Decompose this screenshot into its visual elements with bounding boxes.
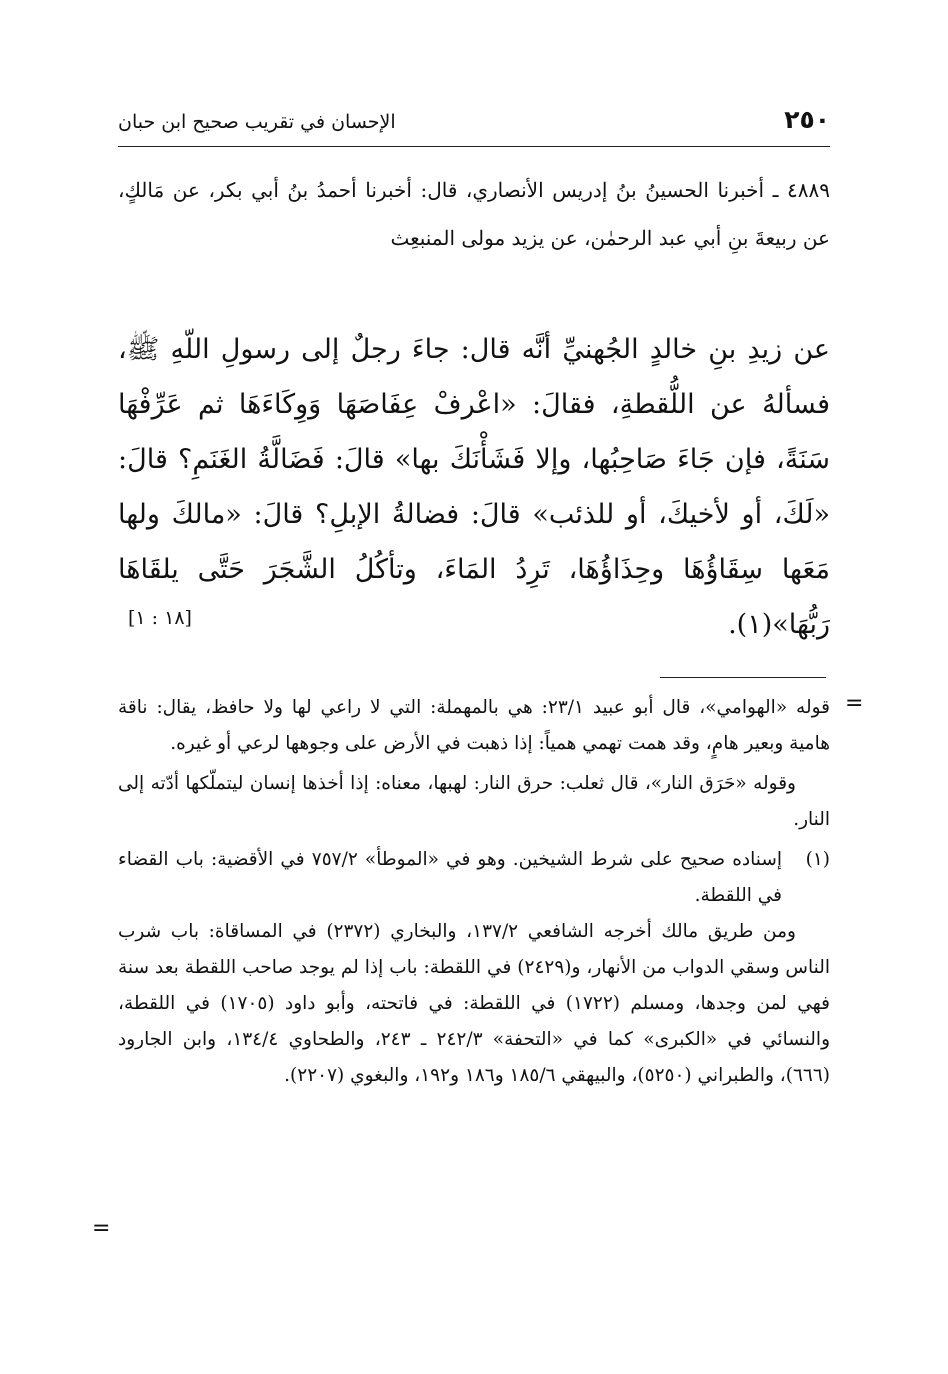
footnote-1-number: (١): [805, 849, 830, 870]
continuation-mark-top: =: [845, 691, 864, 716]
footnote-1-text: إسناده صحيح على شرط الشيخين. وهو في «الموطأ» ٧٥٧/٢ في الأقضية: باب القضاء في اللقطة.: [118, 849, 782, 906]
page-header: [118, 104, 830, 144]
page-number: ٢٥٠: [784, 105, 830, 134]
running-title: الإحسان في تقريب صحيح ابن حبان: [118, 111, 396, 133]
footnote-carryover-2: وقوله «حَرَق النار»، قال ثعلب: حرق النار: لهبها، معناه: إذا أخذها إنسان ليتملّكها أدّته إلى النار.: [118, 773, 830, 830]
footnote-1: [118, 842, 830, 914]
hadith-matn: عن زيدِ بنِ خالدٍ الجُهنيِّ أنَّه قال: جاءَ رجلٌ إلى رسولِ اللّهِ ﷺ، فسألهُ عن اللُّقطةِ، فقالَ: «اعْرفْ عِفَاصَهَا وَوِكَاءَهَا ثم عَرِّفْهَا سَنَةً، فإن جَاءَ صَاحِبُها، وإلا فَشَأْنَكَ بها» قالَ: فَضَالَّةُ الغَنَمِ؟ قالَ: «لَكَ، أو لأخيكَ، أو للذئب» قالَ: فضالةُ الإبلِ؟ قالَ: «مالكَ ولها مَعَها سِقَاؤُهَا وحِذَاؤُهَا، تَرِدُ المَاءَ، وتأكُلُ الشَّجَرَ حَتَّى يلقَاهَا رَبُّهَا»(١).: [118, 334, 830, 640]
continuation-mark-bottom: =: [92, 1216, 111, 1241]
footnote-1-continued: ومن طريق مالك أخرجه الشافعي ١٣٧/٢، والبخاري (٢٣٧٢) في المساقاة: باب شرب الناس وسقي الدواب من الأنهار، و(٢٤٢٩) في اللقطة: باب إذا لم يوجد صاحب اللقطة بعد سنة فهي لمن وجدها، ومسلم (١٧٢٢) في اللقطة: في فاتحته، وأبو داود (١٧٠٥) في اللقطة، والنسائي في «الكبرى» كما في «التحفة» ٢٤٢/٣ ـ ٢٤٣، والطحاوي ١٣٤/٤، وابن الجارود (٦٦٦)، والطبراني (٥٢٥٠)، والبيهقي ١٨٥/٦ و١٨٦ و١٩٢، والبغوي (٢٢٠٧).: [118, 921, 830, 1086]
hadith-isnad: ٤٨٨٩ ـ أخبرنا الحسينُ بنُ إدريس الأنصاري، قال: أخبرنا أحمدُ بنُ أبي بكر، عن مَالكٍ، عن ربيعةَ بنِ أبي عبد الرحمٰن، عن يزيد مولى المنبعِث: [118, 178, 830, 250]
header-divider: [118, 146, 830, 147]
footnote-divider: [660, 677, 826, 678]
footnotes-section: [118, 690, 830, 1098]
footnote-carryover-1: قوله «الهوامي»، قال أبو عبيد ٢٣/١: هي بالمهملة: التي لا راعي لها ولا حافظ، يقال: ناقة هامية وبعير هامٍ، وقد همت تهمي همياً: إذا ذهبت في الأرض على وجوهها لرعي أو غيره.: [118, 697, 830, 754]
hadith-reference: [١٨ : ١]: [128, 607, 192, 629]
